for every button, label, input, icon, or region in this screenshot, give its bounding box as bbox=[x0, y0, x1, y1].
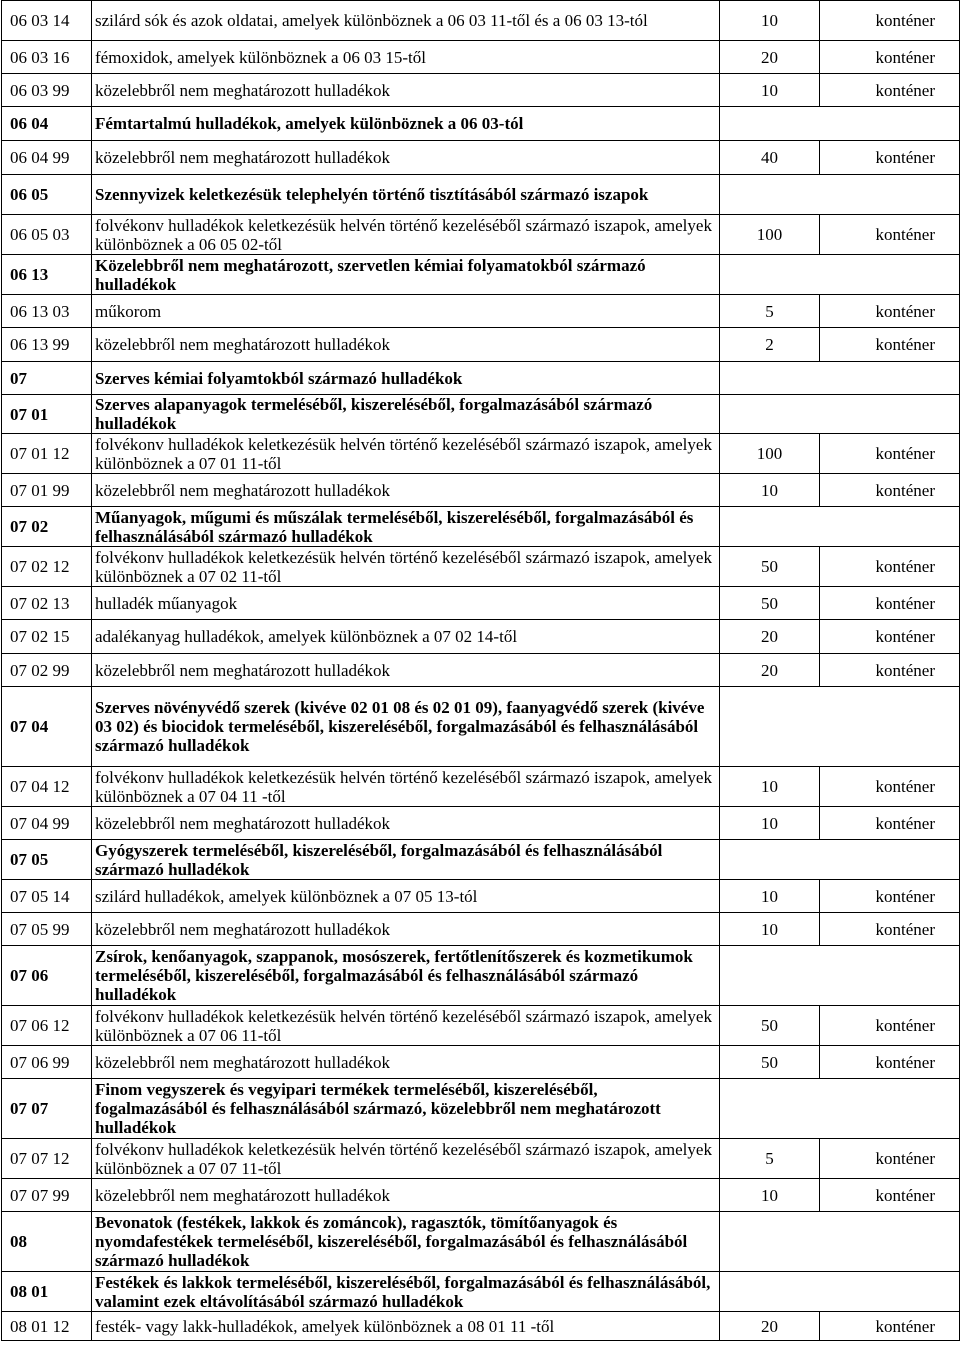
table-row bbox=[2, 474, 960, 507]
waste-description: folvékonv hulladékok keletkezésük helvén történő kezeléséből származó iszapok, amelyek különböznek a 07 01 11-től bbox=[92, 434, 720, 474]
waste-description: folvékonv hulladékok keletkezésük helvén történő kezeléséből származó iszapok, amelyek különböznek a 06 05 02-től bbox=[92, 215, 720, 255]
waste-description: Festékek és lakkok termeléséből, kiszereléséből, forgalmazásából és felhasználásából, valamint ezek eltávolításából származó hulladékok bbox=[92, 1272, 720, 1312]
waste-code: 06 05 bbox=[2, 175, 92, 215]
waste-quantity: 10 bbox=[720, 74, 820, 107]
waste-unit: konténer bbox=[820, 1046, 960, 1079]
waste-description: közelebbről nem meghatározott hulladékok bbox=[92, 1046, 720, 1079]
waste-unit: konténer bbox=[820, 767, 960, 807]
table-row bbox=[2, 434, 960, 474]
waste-code: 06 13 bbox=[2, 255, 92, 295]
waste-quantity: 10 bbox=[720, 474, 820, 507]
waste-description: folvékonv hulladékok keletkezésük helvén történő kezeléséből származó iszapok, amelyek különböznek a 07 06 11-től bbox=[92, 1006, 720, 1046]
waste-unit: konténer bbox=[820, 547, 960, 587]
table-row bbox=[2, 141, 960, 175]
waste-quantity: 40 bbox=[720, 141, 820, 175]
empty-quantity-cell bbox=[720, 175, 960, 215]
waste-code: 06 03 99 bbox=[2, 74, 92, 107]
waste-code: 06 13 03 bbox=[2, 295, 92, 328]
waste-quantity: 20 bbox=[720, 654, 820, 687]
table-row bbox=[2, 41, 960, 74]
waste-description: Gyógyszerek termeléséből, kiszereléséből, forgalmazásából és felhasználásából származó hulladékok bbox=[92, 840, 720, 880]
waste-unit: konténer bbox=[820, 141, 960, 175]
empty-quantity-cell bbox=[720, 507, 960, 547]
table-row bbox=[2, 807, 960, 840]
waste-quantity: 100 bbox=[720, 215, 820, 255]
table-row bbox=[2, 654, 960, 687]
waste-code: 07 02 12 bbox=[2, 547, 92, 587]
waste-code: 07 01 bbox=[2, 395, 92, 434]
waste-code: 06 03 14 bbox=[2, 1, 92, 41]
waste-description: Közelebbről nem meghatározott, szervetlen kémiai folyamatokból származó hulladékok bbox=[92, 255, 720, 295]
waste-description: szilárd hulladékok, amelyek különböznek a 07 05 13-tól bbox=[92, 880, 720, 913]
waste-code: 07 bbox=[2, 362, 92, 395]
waste-description: szilárd sók és azok oldatai, amelyek különböznek a 06 03 11-től és a 06 03 13-tól bbox=[92, 1, 720, 41]
empty-quantity-cell bbox=[720, 395, 960, 434]
table-row bbox=[2, 880, 960, 913]
table-row bbox=[2, 215, 960, 255]
waste-description: Finom vegyszerek és vegyipari termékek termeléséből, kiszereléséből, fogalmazásából és felhasználásából származó, közelebbről nem meghatározott hulladékok bbox=[92, 1079, 720, 1139]
table-row-heading bbox=[2, 1212, 960, 1272]
waste-code: 07 01 99 bbox=[2, 474, 92, 507]
waste-code: 07 01 12 bbox=[2, 434, 92, 474]
waste-description: Szerves alapanyagok termeléséből, kiszereléséből, forgalmazásából származó hulladékok bbox=[92, 395, 720, 434]
table-row-heading bbox=[2, 255, 960, 295]
waste-quantity: 10 bbox=[720, 767, 820, 807]
waste-unit: konténer bbox=[820, 41, 960, 74]
table-row bbox=[2, 74, 960, 107]
waste-unit: konténer bbox=[820, 295, 960, 328]
table-row bbox=[2, 587, 960, 620]
table-row bbox=[2, 1046, 960, 1079]
waste-code: 06 05 03 bbox=[2, 215, 92, 255]
waste-code: 08 bbox=[2, 1212, 92, 1272]
waste-code: 07 05 14 bbox=[2, 880, 92, 913]
waste-description: közelebbről nem meghatározott hulladékok bbox=[92, 1179, 720, 1212]
waste-code: 07 02 bbox=[2, 507, 92, 547]
waste-quantity: 5 bbox=[720, 1139, 820, 1179]
waste-description: Műanyagok, műgumi és műszálak termeléséből, kiszereléséből, forgalmazásából és felhasználásából származó hulladékok bbox=[92, 507, 720, 547]
waste-description: Bevonatok (festékek, lakkok és zománcok), ragasztók, tömítőanyagok és nyomdafestékek termeléséből, kiszereléséből, forgalmazásából és felhasználásából származó hulladékok bbox=[92, 1212, 720, 1272]
waste-description: folvékonv hulladékok keletkezésük helvén történő kezeléséből származó iszapok, amelyek különböznek a 07 04 11 -től bbox=[92, 767, 720, 807]
table-row bbox=[2, 620, 960, 654]
waste-quantity: 20 bbox=[720, 41, 820, 74]
waste-description: Szennyvizek keletkezésük telephelyén történő tisztításából származó iszapok bbox=[92, 175, 720, 215]
waste-code-table bbox=[1, 0, 960, 1341]
waste-code: 07 02 13 bbox=[2, 587, 92, 620]
empty-quantity-cell bbox=[720, 107, 960, 141]
waste-code: 07 06 12 bbox=[2, 1006, 92, 1046]
waste-unit: konténer bbox=[820, 587, 960, 620]
waste-code: 07 06 99 bbox=[2, 1046, 92, 1079]
table-row bbox=[2, 1139, 960, 1179]
table-row-heading bbox=[2, 687, 960, 767]
waste-unit: konténer bbox=[820, 1, 960, 41]
waste-code: 06 04 99 bbox=[2, 141, 92, 175]
waste-unit: konténer bbox=[820, 74, 960, 107]
waste-description: közelebbről nem meghatározott hulladékok bbox=[92, 913, 720, 946]
waste-code: 07 06 bbox=[2, 946, 92, 1006]
empty-quantity-cell bbox=[720, 362, 960, 395]
waste-unit: konténer bbox=[820, 1312, 960, 1341]
waste-code: 06 13 99 bbox=[2, 328, 92, 362]
waste-description: közelebbről nem meghatározott hulladékok bbox=[92, 807, 720, 840]
waste-unit: konténer bbox=[820, 913, 960, 946]
waste-description: fémoxidok, amelyek különböznek a 06 03 15-től bbox=[92, 41, 720, 74]
waste-unit: konténer bbox=[820, 434, 960, 474]
waste-description: közelebbről nem meghatározott hulladékok bbox=[92, 74, 720, 107]
waste-description: közelebbről nem meghatározott hulladékok bbox=[92, 474, 720, 507]
waste-description: Fémtartalmú hulladékok, amelyek különböznek a 06 03-tól bbox=[92, 107, 720, 141]
waste-code: 08 01 12 bbox=[2, 1312, 92, 1341]
waste-description: adalékanyag hulladékok, amelyek különböznek a 07 02 14-től bbox=[92, 620, 720, 654]
table-row bbox=[2, 295, 960, 328]
waste-quantity: 10 bbox=[720, 1, 820, 41]
table-row-heading bbox=[2, 1079, 960, 1139]
waste-code: 06 04 bbox=[2, 107, 92, 141]
waste-code: 07 05 99 bbox=[2, 913, 92, 946]
waste-code: 07 05 bbox=[2, 840, 92, 880]
empty-quantity-cell bbox=[720, 687, 960, 767]
table-row-heading bbox=[2, 1272, 960, 1312]
waste-description: Szerves kémiai folyamtokból származó hulladékok bbox=[92, 362, 720, 395]
waste-code: 07 07 99 bbox=[2, 1179, 92, 1212]
empty-quantity-cell bbox=[720, 255, 960, 295]
waste-quantity: 50 bbox=[720, 1006, 820, 1046]
waste-quantity: 10 bbox=[720, 880, 820, 913]
table-row bbox=[2, 1312, 960, 1341]
table-row-heading bbox=[2, 362, 960, 395]
waste-quantity: 50 bbox=[720, 547, 820, 587]
waste-unit: konténer bbox=[820, 215, 960, 255]
waste-quantity: 10 bbox=[720, 1179, 820, 1212]
waste-description: hulladék műanyagok bbox=[92, 587, 720, 620]
empty-quantity-cell bbox=[720, 1212, 960, 1272]
table-row bbox=[2, 547, 960, 587]
table-row bbox=[2, 1, 960, 41]
waste-unit: konténer bbox=[820, 654, 960, 687]
waste-description: közelebbről nem meghatározott hulladékok bbox=[92, 141, 720, 175]
waste-quantity: 20 bbox=[720, 620, 820, 654]
waste-quantity: 5 bbox=[720, 295, 820, 328]
waste-code: 07 04 bbox=[2, 687, 92, 767]
waste-description: Zsírok, kenőanyagok, szappanok, mosószerek, fertőtlenítőszerek és kozmetikumok termeléséből, kiszereléséből, forgalmazásából és felhasználásából származó hulladékok bbox=[92, 946, 720, 1006]
empty-quantity-cell bbox=[720, 840, 960, 880]
waste-description: folvékonv hulladékok keletkezésük helvén történő kezeléséből származó iszapok, amelyek különböznek a 07 02 11-től bbox=[92, 547, 720, 587]
waste-unit: konténer bbox=[820, 1139, 960, 1179]
waste-code: 07 07 12 bbox=[2, 1139, 92, 1179]
empty-quantity-cell bbox=[720, 946, 960, 1006]
table-row-heading bbox=[2, 840, 960, 880]
table-row bbox=[2, 913, 960, 946]
table-row bbox=[2, 328, 960, 362]
waste-code: 07 07 bbox=[2, 1079, 92, 1139]
table-row-heading bbox=[2, 107, 960, 141]
empty-quantity-cell bbox=[720, 1079, 960, 1139]
waste-quantity: 10 bbox=[720, 913, 820, 946]
table-row bbox=[2, 1006, 960, 1046]
table-row-heading bbox=[2, 946, 960, 1006]
waste-code: 07 04 12 bbox=[2, 767, 92, 807]
waste-unit: konténer bbox=[820, 807, 960, 840]
waste-code: 06 03 16 bbox=[2, 41, 92, 74]
waste-unit: konténer bbox=[820, 328, 960, 362]
waste-description: festék- vagy lakk-hulladékok, amelyek különböznek a 08 01 11 -től bbox=[92, 1312, 720, 1341]
waste-unit: konténer bbox=[820, 1006, 960, 1046]
waste-description: folvékonv hulladékok keletkezésük helvén történő kezeléséből származó iszapok, amelyek különböznek a 07 07 11-től bbox=[92, 1139, 720, 1179]
waste-table-body bbox=[2, 1, 960, 1341]
waste-quantity: 2 bbox=[720, 328, 820, 362]
waste-description: közelebbről nem meghatározott hulladékok bbox=[92, 328, 720, 362]
waste-unit: konténer bbox=[820, 880, 960, 913]
waste-quantity: 10 bbox=[720, 807, 820, 840]
waste-quantity: 50 bbox=[720, 1046, 820, 1079]
waste-unit: konténer bbox=[820, 620, 960, 654]
table-row-heading bbox=[2, 395, 960, 434]
waste-code: 07 02 15 bbox=[2, 620, 92, 654]
waste-description: műkorom bbox=[92, 295, 720, 328]
waste-code: 08 01 bbox=[2, 1272, 92, 1312]
table-row bbox=[2, 1179, 960, 1212]
waste-description: közelebbről nem meghatározott hulladékok bbox=[92, 654, 720, 687]
empty-quantity-cell bbox=[720, 1272, 960, 1312]
waste-quantity: 20 bbox=[720, 1312, 820, 1341]
waste-unit: konténer bbox=[820, 474, 960, 507]
waste-code: 07 02 99 bbox=[2, 654, 92, 687]
waste-code: 07 04 99 bbox=[2, 807, 92, 840]
waste-description: Szerves növényvédő szerek (kivéve 02 01 08 és 02 01 09), faanyagvédő szerek (kivéve 03 02) és biocidok termeléséből, kiszereléséből, forgalmazásából és felhasználásából származó hulladékok bbox=[92, 687, 720, 767]
table-row-heading bbox=[2, 507, 960, 547]
table-row-heading bbox=[2, 175, 960, 215]
table-row bbox=[2, 767, 960, 807]
waste-quantity: 50 bbox=[720, 587, 820, 620]
waste-quantity: 100 bbox=[720, 434, 820, 474]
waste-unit: konténer bbox=[820, 1179, 960, 1212]
